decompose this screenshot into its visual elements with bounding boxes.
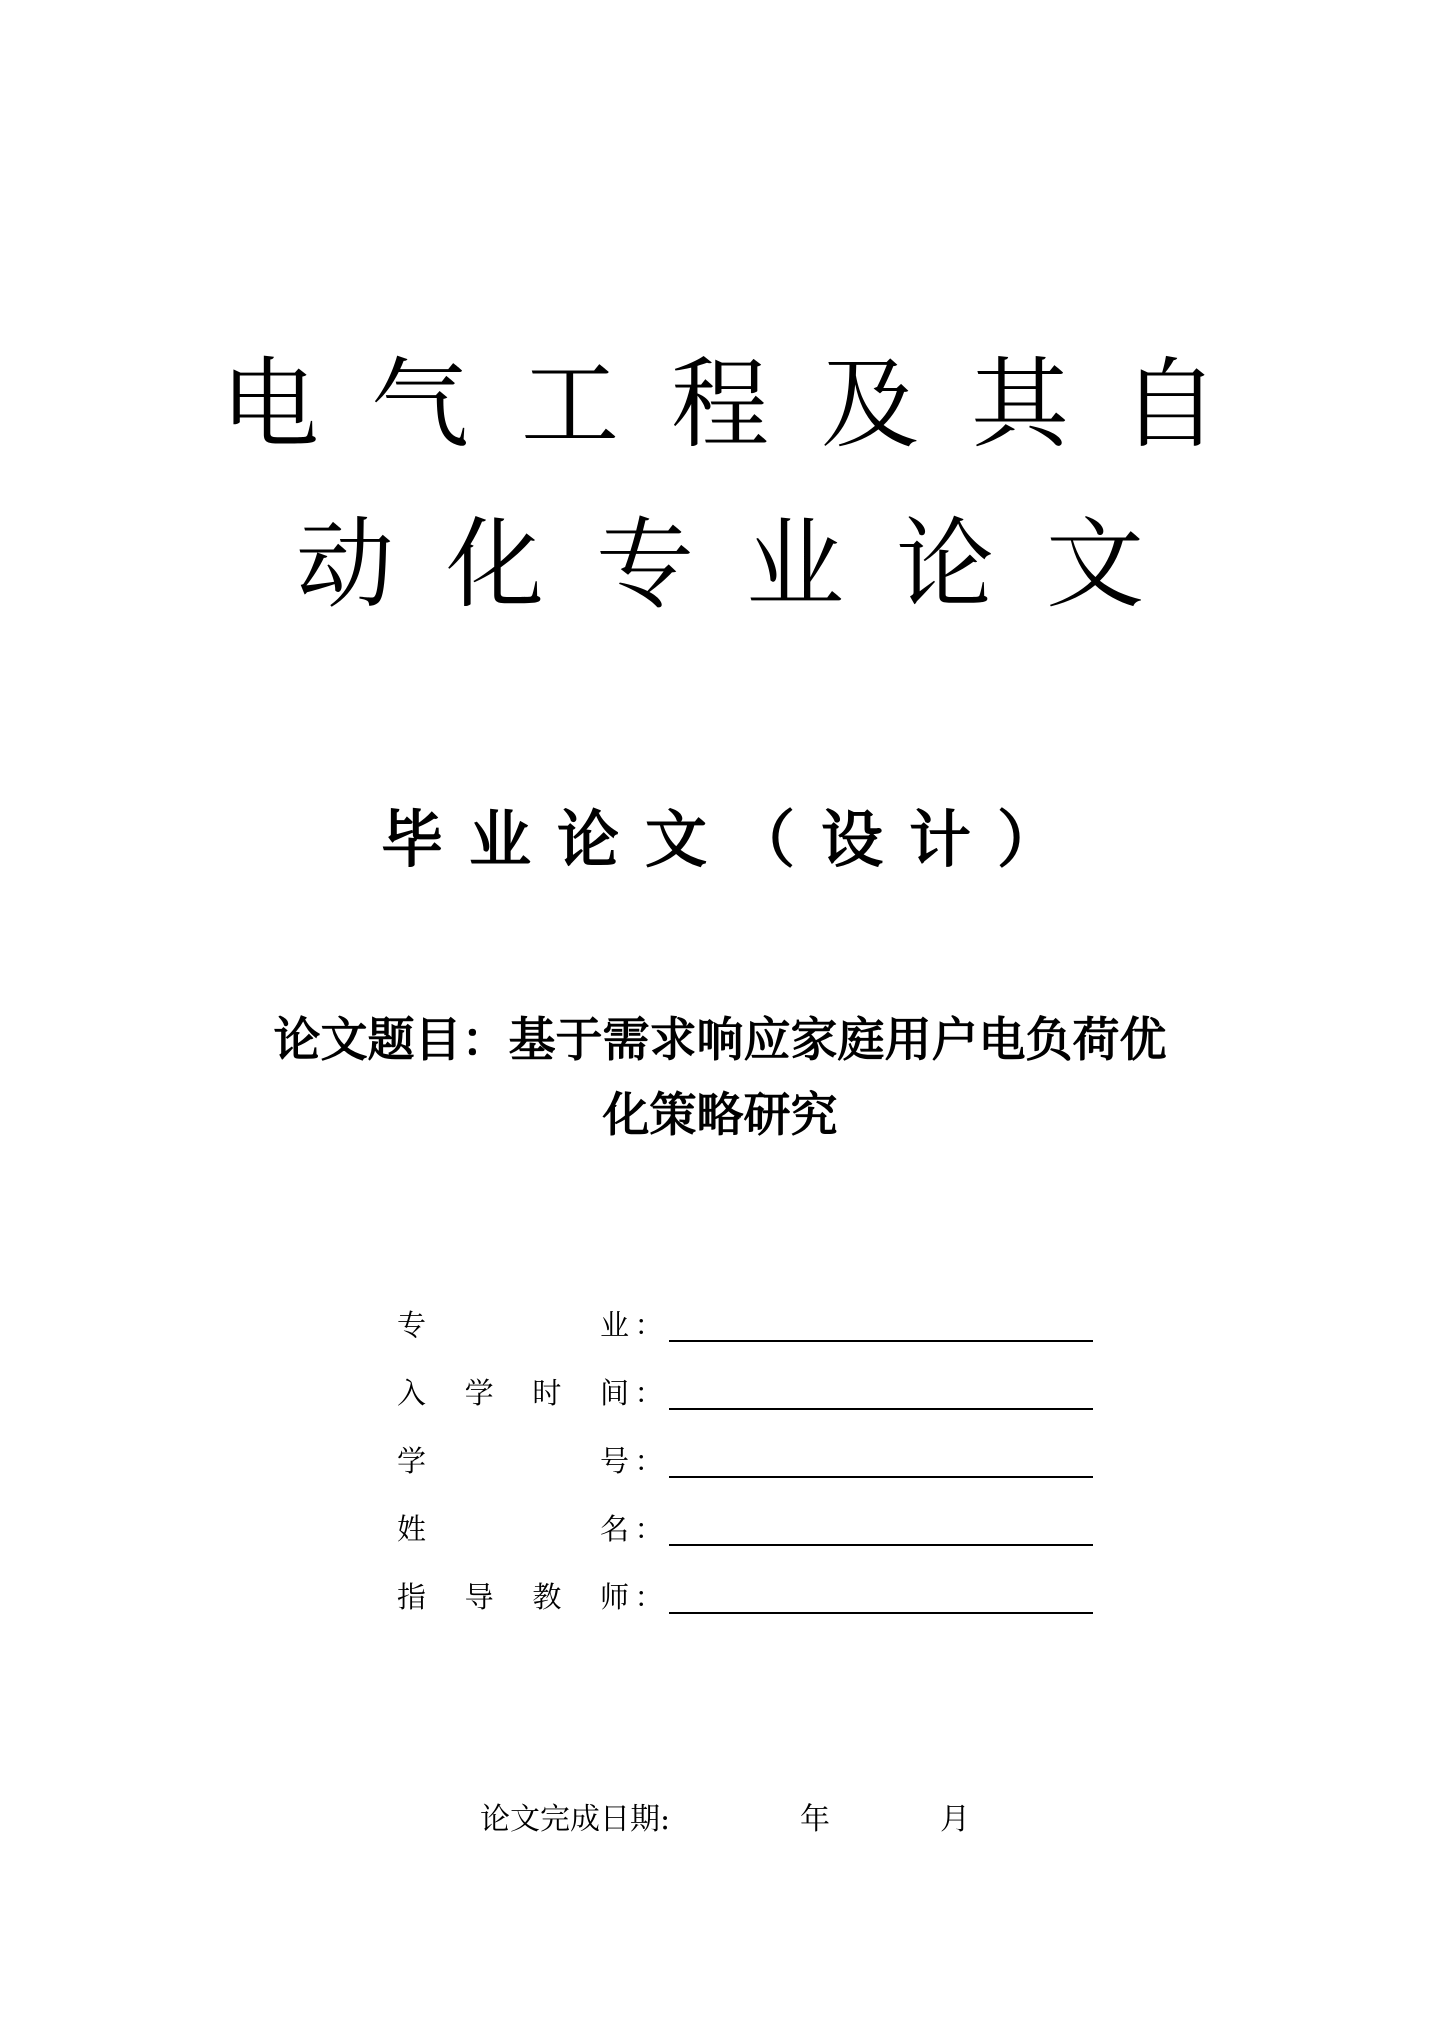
info-colon: ： [634, 1308, 664, 1342]
label-char: 入 [397, 1376, 427, 1410]
enrollment-time-field[interactable] [669, 1364, 1093, 1410]
label-char: 间 [599, 1376, 629, 1410]
info-label-enrollment-time [397, 1370, 629, 1416]
main-title-line-2: 动化专业论文 [295, 508, 1196, 622]
label-char: 师 [599, 1580, 629, 1614]
info-row-name [397, 1484, 1117, 1552]
info-label-advisor [397, 1574, 629, 1620]
info-label-major [397, 1302, 629, 1348]
major-field[interactable] [669, 1296, 1093, 1342]
info-row-advisor [397, 1552, 1117, 1620]
label-char: 专 [397, 1308, 427, 1342]
completion-month-label: 月 [940, 1802, 970, 1837]
info-row-student-id [397, 1416, 1117, 1484]
label-char: 业 [599, 1308, 629, 1342]
label-char: 姓 [397, 1512, 427, 1546]
name-field[interactable] [669, 1500, 1093, 1546]
info-row-major [397, 1280, 1117, 1348]
info-row-enrollment-time [397, 1348, 1117, 1416]
info-colon: ： [634, 1376, 664, 1410]
label-char: 教 [532, 1580, 562, 1614]
info-colon: ： [634, 1444, 664, 1478]
info-label-name [397, 1506, 629, 1552]
document-type-subtitle: 毕业论文（设计） [380, 803, 1085, 876]
main-title-line-1: 电气工程及其自 [220, 348, 1271, 462]
student-info-form [397, 1280, 1117, 1620]
label-char: 学 [397, 1444, 427, 1478]
advisor-field[interactable] [669, 1568, 1093, 1614]
completion-year-label: 年 [800, 1802, 830, 1837]
student-id-field[interactable] [669, 1432, 1093, 1478]
thesis-title-line-1: 论文题目：基于需求响应家庭用户电负荷优 [273, 1013, 1167, 1068]
thesis-title-line-2: 化策略研究 [602, 1088, 838, 1143]
label-char: 导 [464, 1580, 494, 1614]
label-char: 名 [599, 1512, 629, 1546]
label-char: 指 [397, 1580, 427, 1614]
label-char: 号 [599, 1444, 629, 1478]
label-char: 时 [532, 1376, 562, 1410]
info-colon: ： [634, 1580, 664, 1614]
label-char: 学 [464, 1376, 494, 1410]
info-colon: ： [634, 1512, 664, 1546]
info-label-student-id [397, 1438, 629, 1484]
completion-date-label: 论文完成日期: [480, 1802, 671, 1837]
completion-date [480, 1795, 1080, 1845]
